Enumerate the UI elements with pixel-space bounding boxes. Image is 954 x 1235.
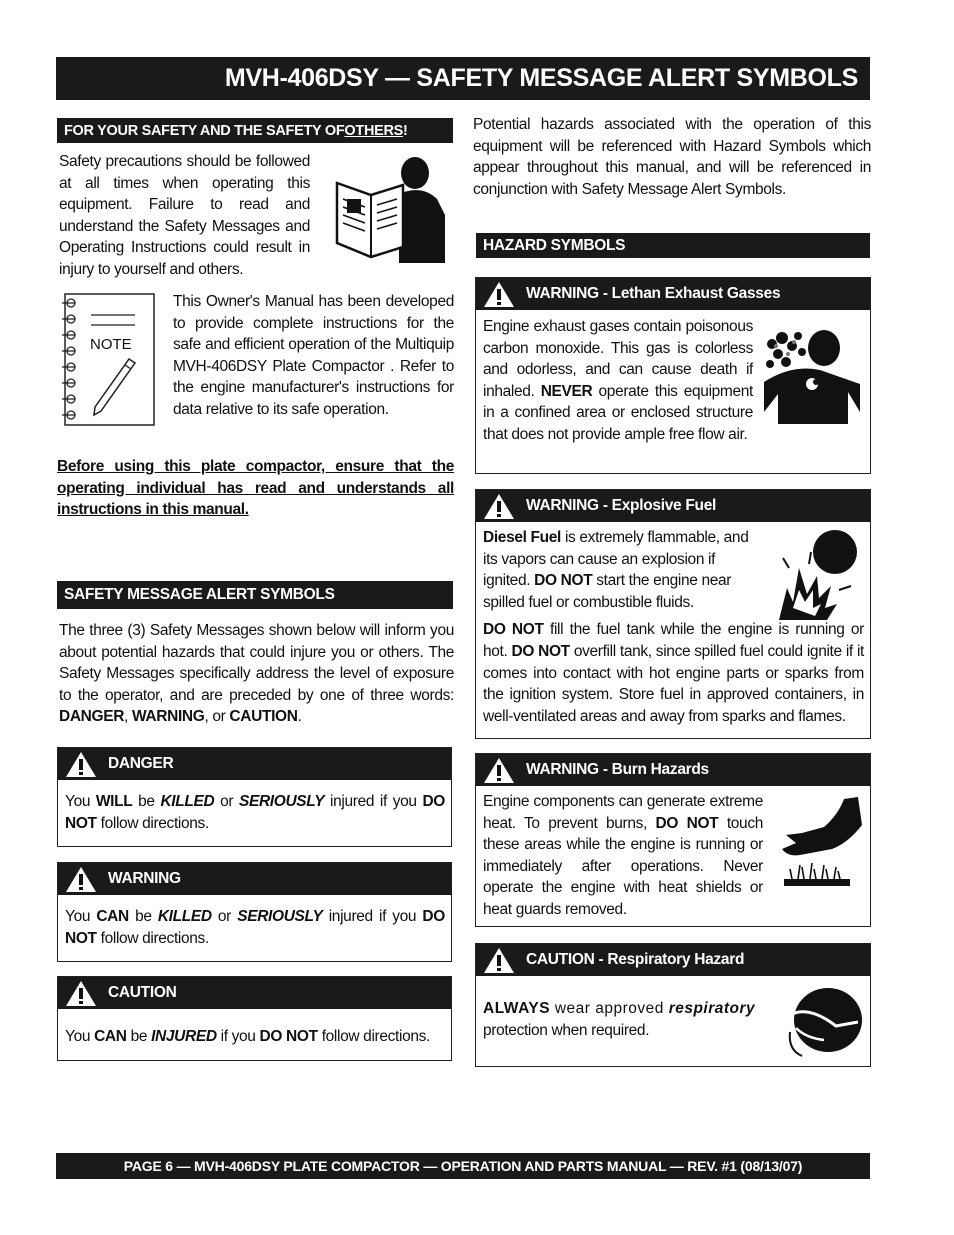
hazard-symbols-header: HAZARD SYMBOLS [476, 233, 870, 258]
danger-title: DANGER [108, 755, 174, 772]
fuel-p1-b2: DO NOT [534, 572, 593, 590]
reading-person-icon [333, 155, 457, 267]
warning-text [58, 895, 451, 949]
danger-t5: or [214, 793, 239, 810]
fuel-text-1 [476, 522, 772, 613]
alert-paragraph [59, 620, 454, 728]
fuel-p1-t: is extremely flammable, and its vapors can cause an explosion if ignited. [483, 529, 749, 590]
danger-text [58, 780, 451, 834]
danger-t7: injured if you [324, 793, 423, 810]
danger-t8: DO NOT [65, 793, 445, 832]
danger-box [57, 747, 452, 847]
alert-sep-2: , or [204, 708, 230, 726]
burn-hand-icon [778, 795, 864, 890]
warning-t5: or [211, 908, 238, 925]
warning-triangle-icon [482, 492, 516, 520]
warning-t9: follow directions. [96, 929, 209, 947]
alert-end: . [297, 708, 302, 726]
caution-t7: follow directions. [317, 1028, 430, 1045]
caution-t2: CAN [94, 1028, 127, 1045]
fuel-p2-b2: DO NOT [511, 642, 570, 660]
warning-triangle-icon [482, 280, 516, 308]
alert-paragraph-text: The three (3) Safety Messages shown below will inform you about potential hazards that could injure you or others. The Safety Messages specifically address the level of exposure to the operator, and are preceded by one of three words: [59, 622, 454, 704]
warning-box-header [58, 863, 451, 895]
respirator-icon [784, 986, 864, 1060]
caution-t6: DO NOT [259, 1028, 318, 1045]
caution-t3: be [126, 1028, 152, 1045]
warning-title: WARNING [108, 870, 181, 887]
resp-t2: wear approved [550, 1000, 669, 1017]
caution-t5: if you [216, 1028, 260, 1045]
fuel-title: WARNING - Explosive Fuel [526, 497, 717, 514]
warning-box [57, 862, 452, 962]
safety-header-bang: ! [403, 122, 408, 139]
warning-t1: You [65, 908, 97, 925]
word-caution: CAUTION [229, 708, 298, 726]
warning-t2: CAN [96, 908, 129, 925]
alert-sep-1: , [124, 708, 132, 726]
danger-box-header [58, 748, 451, 780]
fuel-p1-t2: start the engine near spilled fuel or combustible fluids. [483, 572, 732, 611]
explosion-icon [773, 528, 863, 622]
fuel-p2-t2: overfill tank, since spilled fuel could ignite if it comes into contact with hot engine parts or sparks from the ignition system. Store fuel in approved containers, in well-ventilated areas and away from sparks and flames. [483, 642, 864, 725]
safety-paragraph: Safety precautions should be followed at all times when operating this equipment. Failure to read and understand the Safety Messages and Operating Instructions could result in injury to yourself and others. [59, 153, 310, 278]
warning-triangle-icon [64, 865, 98, 893]
burn-box-header [476, 754, 870, 786]
danger-t3: be [132, 793, 161, 810]
burn-t1: Engine components can generate extreme heat. To prevent burns, [483, 793, 763, 832]
exhaust-t2: NEVER [540, 382, 593, 400]
word-warning: WARNING [132, 708, 205, 726]
respiratory-box-header [476, 944, 870, 976]
resp-t4: protection when required. [483, 1021, 650, 1039]
warning-t6: SERIOUSLY [237, 908, 323, 925]
exhaust-gas-icon [762, 324, 862, 424]
safety-section-header [57, 118, 453, 143]
burn-text [476, 786, 769, 921]
page-footer: PAGE 6 — MVH-406DSY PLATE COMPACTOR — OPERATION AND PARTS MANUAL — REV. #1 (08/13/07) [56, 1153, 870, 1179]
danger-t9: follow directions. [96, 814, 209, 832]
fuel-p1-b: Diesel Fuel [483, 529, 561, 546]
resp-t3: respiratory [668, 1000, 756, 1017]
exhaust-text [476, 310, 759, 446]
warning-triangle-icon [64, 750, 98, 778]
danger-t6: SERIOUSLY [238, 793, 325, 810]
exhaust-t3: operate this equipment in a confined area or enclosed structure that does not provide ample free flow air. [483, 382, 753, 443]
fuel-box-header [476, 490, 870, 522]
warning-t7: injured if you [322, 908, 423, 925]
page-title: MVH-406DSY — SAFETY MESSAGE ALERT SYMBOLS [56, 57, 870, 100]
exhaust-box-header [476, 278, 870, 310]
respiratory-text [476, 976, 779, 1041]
warning-t4: KILLED [157, 908, 212, 925]
burn-title: WARNING - Burn Hazards [526, 761, 709, 778]
note-label: NOTE [90, 336, 132, 353]
caution-text [58, 1009, 451, 1048]
fuel-p2-t: fill the fuel tank while the engine is running or hot. [483, 621, 864, 660]
warning-t3: be [128, 908, 158, 925]
danger-t4: KILLED [160, 793, 215, 810]
safety-header-text: FOR YOUR SAFETY AND THE SAFETY OF [64, 122, 345, 139]
caution-t4: INJURED [151, 1028, 217, 1045]
caution-title: CAUTION [108, 984, 177, 1001]
burn-t3: touch these areas while the engine is running or immediately after operations. Never operate the engine with heat shields or heat guards removed. [483, 814, 763, 918]
caution-box [57, 976, 452, 1061]
note-pad-icon [59, 293, 156, 426]
word-danger: DANGER [59, 708, 125, 726]
caution-box-header [58, 977, 451, 1009]
caution-t1: You [65, 1028, 95, 1045]
fuel-text-2 [476, 613, 870, 727]
exhaust-title: WARNING - Lethan Exhaust Gasses [526, 285, 781, 302]
fuel-p2-b: DO NOT [483, 621, 544, 639]
exhaust-t1: Engine exhaust gases contain poisonous carbon monoxide. This gas is colorless and odorless, and can cause death if inhaled. [483, 318, 753, 400]
respiratory-title: CAUTION - Respiratory Hazard [526, 951, 745, 968]
safety-header-others: OTHERS [344, 122, 404, 139]
burn-t2: DO NOT [655, 814, 719, 832]
warning-t8: DO NOT [65, 908, 445, 947]
warning-triangle-icon [482, 756, 516, 784]
resp-t1: ALWAYS [483, 1000, 551, 1017]
before-use-notice: Before using this plate compactor, ensure that the operating individual has read and understands all instructions in this manual. [57, 458, 454, 519]
danger-t1: You [65, 793, 96, 810]
warning-triangle-icon [64, 979, 98, 1007]
manual-paragraph: This Owner's Manual has been developed to provide complete instructions for the safe and efficient operation of the Multiquip MVH-406DSY Plate Compactor . Refer to the engine manufacturer's instructions for data relative to its safe operation. [173, 293, 454, 418]
warning-triangle-icon [482, 946, 516, 974]
alert-symbols-header: SAFETY MESSAGE ALERT SYMBOLS [57, 581, 453, 609]
intro-paragraph: Potential hazards associated with the operation of this equipment will be referenced with Hazard Symbols which appear throughout this manual, and will be referenced in conjunction with Safety Message Alert Symbols. [473, 116, 871, 198]
danger-t2: WILL [95, 793, 133, 810]
